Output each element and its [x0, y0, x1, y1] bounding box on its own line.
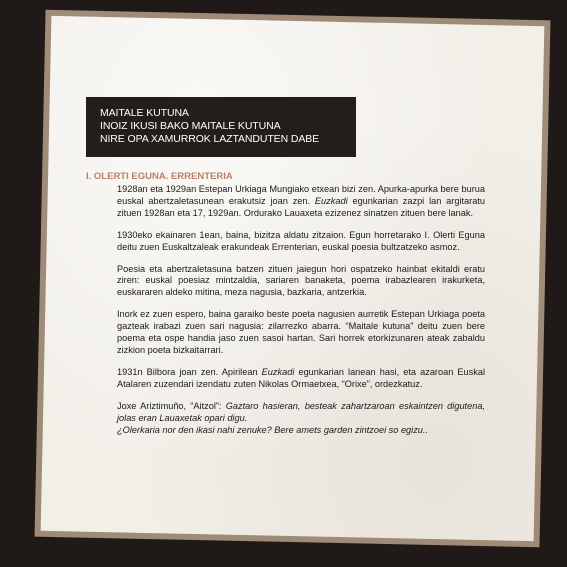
paragraph-1	[117, 184, 485, 220]
paragraph-1-newspaper-name: Euzkadi	[314, 195, 348, 206]
paragraph-5-newspaper-name: Euzkadi	[261, 366, 295, 377]
paragraph-1-text-a: 1928an eta 1929an Estepan Urkiaga Mungiako etxean bizi zen. Apurka-apurka bere burua euskal abertzaletasunean erakutsiz joan zen.	[117, 184, 485, 206]
paragraph-6	[117, 401, 485, 425]
title-line-1: MAITALE KUTUNA	[100, 107, 189, 119]
title-line-2: INOIZ IKUSI BAKO MAITALE KUTUNA	[100, 120, 281, 132]
paragraph-5	[117, 367, 485, 391]
title-line-3: NIRE OPA XAMURROK LAZTANDUTEN DABE	[100, 133, 320, 145]
section-heading: I. OLERTI EGUNA. ERRENTERIA	[86, 171, 233, 182]
paragraph-2: 1930eko ekainaren 1ean, baina, bizitza aldatu zitzaion. Egun horretarako I. Olerti Eguna deitu zuen Euskaltzaleak erakundeak Errenterian, euskal poesia bultzatzeko asmoz.	[117, 229, 485, 252]
paragraph-4: Inork ez zuen espero, baina garaiko beste poeta nagusien aurretik Estepan Urkiaga poeta gazteak irabazi zuen sari nagusia: zilarrezko abarra. “Maitale kutuna” deitu zuen bere poema eta ospe handia jaso zuen sasoi hartan. Sari horrek etorkizunaren ateak zabaldu zizkion poeta bizkaitarrari.	[117, 309, 485, 355]
body-text	[117, 184, 485, 436]
paragraph-5-text-a: 1931n Bilbora joan zen. Apirilean	[117, 366, 262, 377]
paragraph-5-text-b: egunkarian lanean hasi, eta azaroan Euskal Atalaren zuzendari izendatu zuten Nikolas Ormaetxea, “Orixe”, ordezkatuz.	[117, 366, 486, 389]
paragraph-3: Poesia eta abertzaletasuna batzen zituen jaiegun hori ospatzeko hainbat ekitaldi eratu ziren: euskal poesiaz mintzaldia, sariaren banaketa, poema irabazlearen irakurketa, euskararen aldeko mitina, meza nagusia, bazkaria, antzerkia.	[117, 263, 485, 298]
quote-author: Joxe Ariztimuño, “Aitzol”:	[117, 400, 226, 411]
quote-text: Gaztaro hasieran, besteak zahartzaroan eskaintzen digutena, jolas eran Lauaxetak opari digu.	[117, 400, 485, 423]
paragraph-7: ¿Olerkaria nor den ikasi nahi zenuke? Bere amets garden zintzoei so egizu..	[117, 424, 429, 435]
title-box	[86, 97, 356, 157]
paragraph-1-text-b: egunkarian zazpi lan argitaratu zituen 1928an eta 17, 1929an. Ordurako Lauaxeta ezizenez sinatzen zituen bere lanak.	[117, 195, 485, 218]
